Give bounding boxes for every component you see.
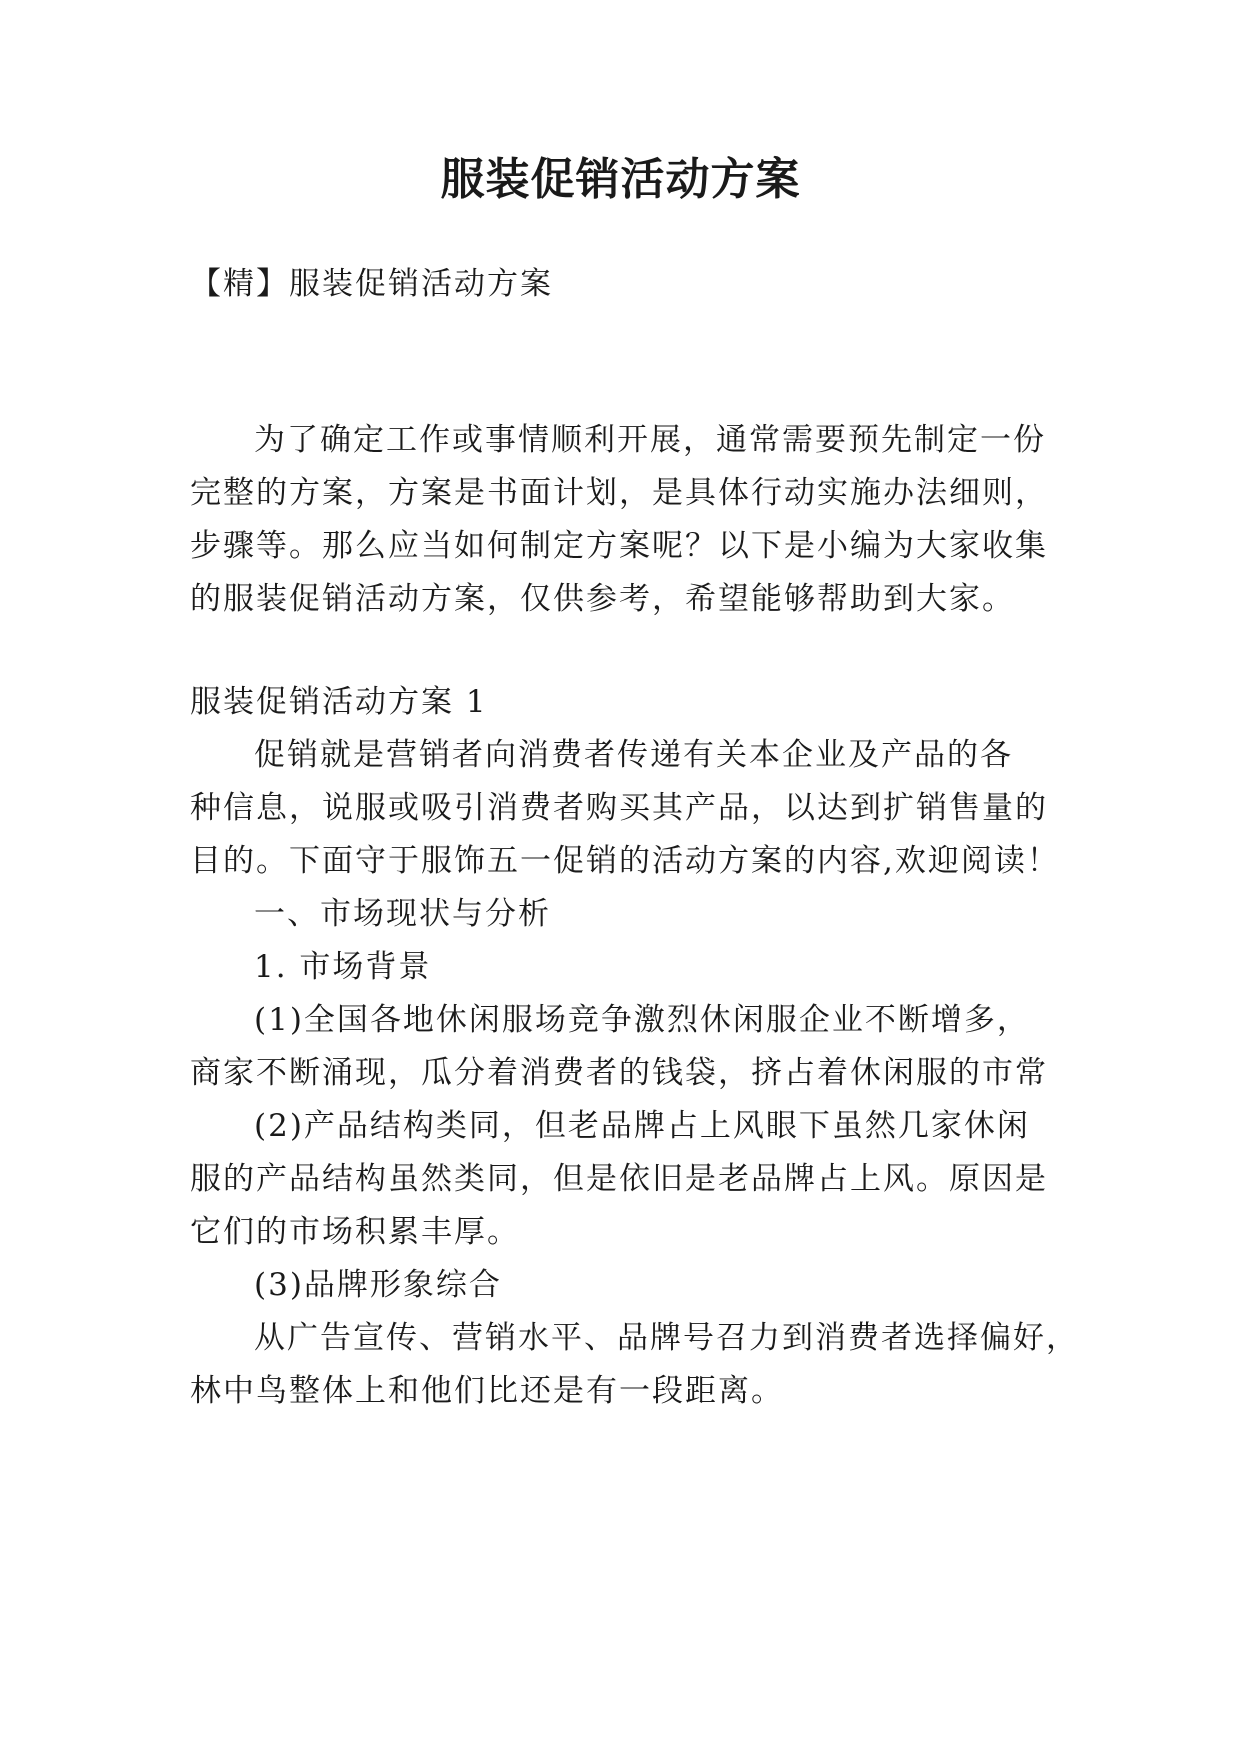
- body-line: 促销就是营销者向消费者传递有关本企业及产品的各: [254, 737, 1013, 773]
- document-title: 服装促销活动方案: [440, 154, 801, 205]
- intro-line: 完整的方案，方案是书面计划，是具体行动实施办法细则，: [190, 475, 1048, 511]
- body-line: 商家不断涌现，瓜分着消费者的钱袋，挤占着休闲服的市常: [190, 1055, 1048, 1091]
- body-line: 从广告宣传、营销水平、品牌号召力到消费者选择偏好，: [254, 1320, 1079, 1356]
- body-line: 1. 市场背景: [254, 949, 432, 985]
- intro-line: 步骤等。那么应当如何制定方案呢？以下是小编为大家收集: [190, 528, 1048, 564]
- intro-line: 的服装促销活动方案，仅供参考，希望能够帮助到大家。: [190, 581, 1015, 617]
- body-line: (2)产品结构类同，但老品牌占上风眼下虽然几家休闲: [254, 1108, 1030, 1144]
- section-heading: 服装促销活动方案 1: [190, 684, 488, 720]
- body-line: 种信息，说服或吸引消费者购买其产品，以达到扩销售量的: [190, 790, 1048, 826]
- intro-line: 为了确定工作或事情顺利开展，通常需要预先制定一份: [254, 422, 1046, 458]
- body-line: (3)品牌形象综合: [254, 1267, 502, 1303]
- body-line: 目的。下面守于服饰五一促销的活动方案的内容,欢迎阅读！: [190, 843, 1060, 879]
- body-line: 一、市场现状与分析: [254, 896, 551, 932]
- body-line: 它们的市场积累丰厚。: [190, 1214, 520, 1250]
- body-line: 服的产品结构虽然类同，但是依旧是老品牌占上风。原因是: [190, 1161, 1048, 1197]
- body-line: 林中鸟整体上和他们比还是有一段距离。: [190, 1373, 784, 1409]
- body-line: (1)全国各地休闲服场竞争激烈休闲服企业不断增多，: [254, 1002, 1030, 1038]
- document-subtitle: 【精】服装促销活动方案: [190, 266, 553, 302]
